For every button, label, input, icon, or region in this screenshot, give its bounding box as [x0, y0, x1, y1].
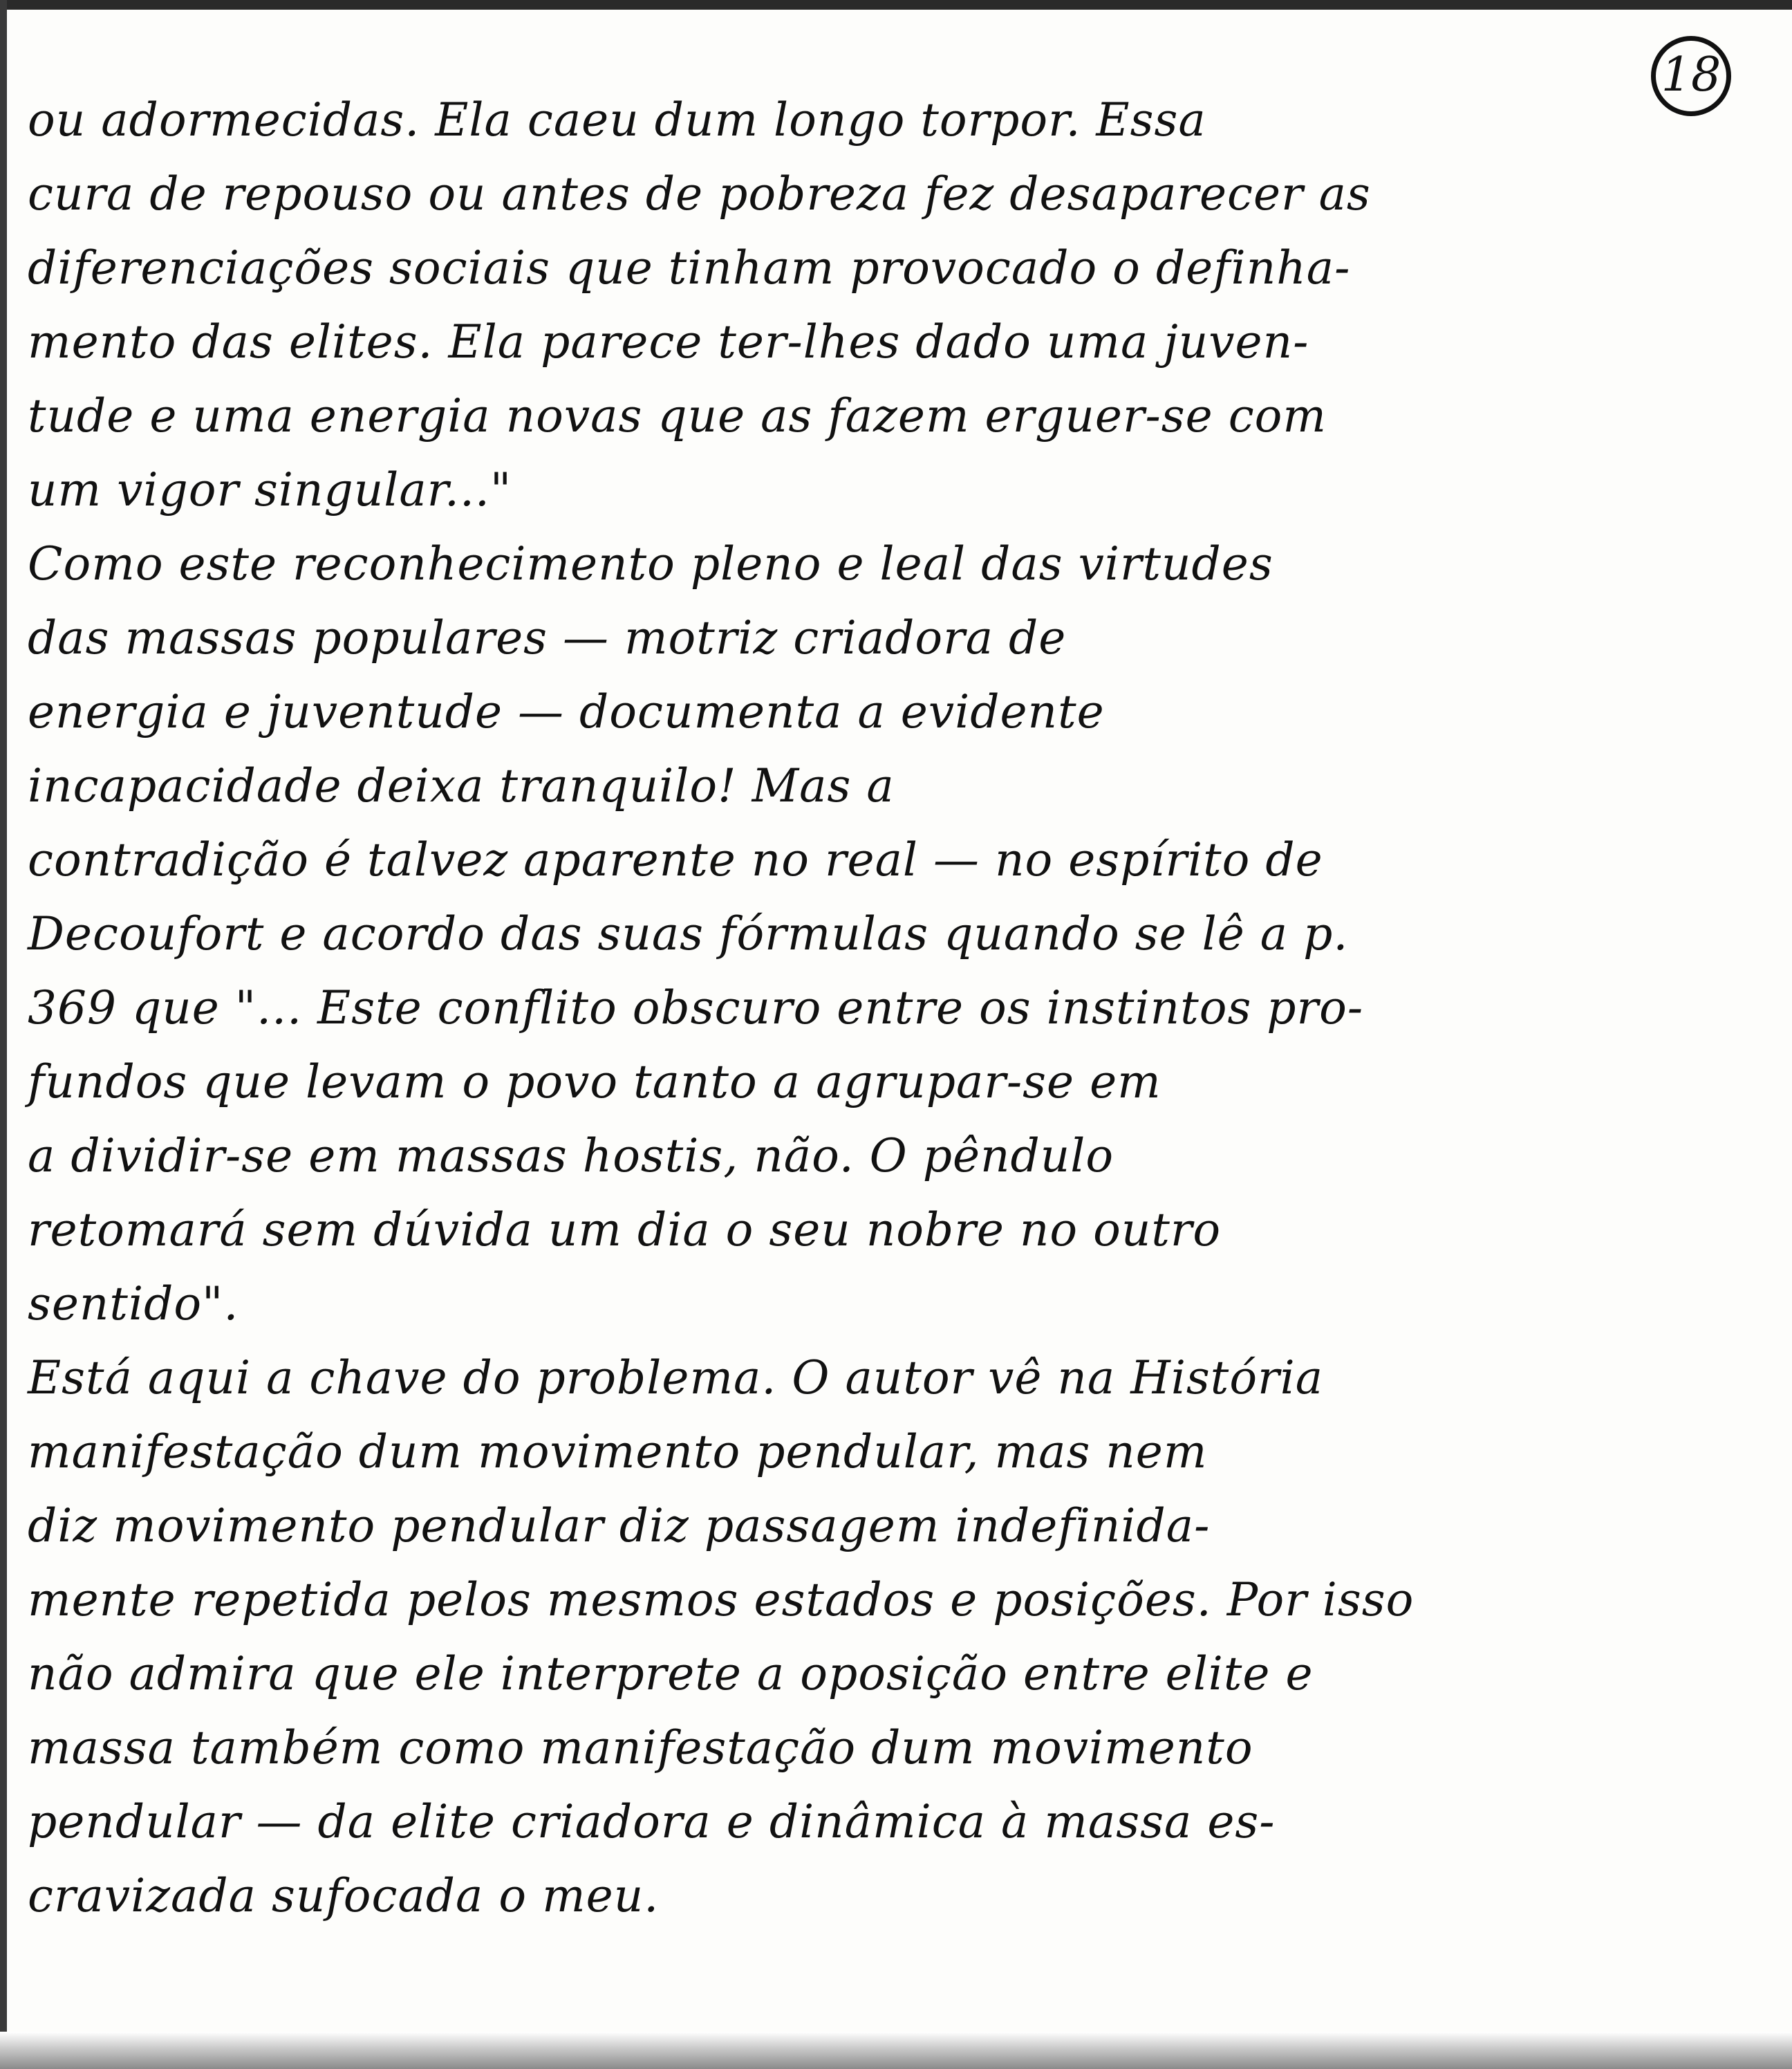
- text-line: manifestação dum movimento pendular, mas nem: [28, 1425, 1208, 1478]
- handwritten-text-body: [28, 83, 1756, 1933]
- text-line: das massas populares — motriz criadora de: [28, 611, 1067, 665]
- text-line: ou adormecidas. Ela caeu dum longo torpor. Essa: [28, 93, 1206, 147]
- text-line: sentido".: [28, 1277, 239, 1330]
- text-line: Decoufort e acordo das suas fórmulas quando se lê a p.: [28, 907, 1349, 961]
- text-line: diz movimento pendular diz passagem indefinida-: [28, 1499, 1211, 1552]
- text-line: contradição é talvez aparente no real — no espírito de: [28, 833, 1323, 887]
- text-line: não admira que ele interprete a oposição entre elite e: [28, 1647, 1314, 1700]
- text-line: massa também como manifestação dum movimento: [28, 1721, 1253, 1774]
- text-line: a dividir-se em massas hostis, não. O pêndulo: [28, 1129, 1114, 1182]
- text-line: energia e juventude — documenta a evidente: [28, 685, 1105, 739]
- text-line: mente repetida pelos mesmos estados e posições. Por isso: [28, 1573, 1415, 1626]
- text-line: incapacidade deixa tranquilo! Mas a: [28, 759, 895, 813]
- text-line: fundos que levam o povo tanto a agrupar-se em: [28, 1055, 1161, 1108]
- text-line: pendular — da elite criadora e dinâmica à massa es-: [28, 1795, 1276, 1848]
- text-line: Como este reconhecimento pleno e leal das virtudes: [28, 537, 1273, 591]
- page-number: 18: [1651, 36, 1731, 116]
- text-line: Está aqui a chave do problema. O autor vê na História: [28, 1351, 1324, 1404]
- text-line: cura de repouso ou antes de pobreza fez desaparecer as: [28, 167, 1371, 221]
- scan-edge-top: [0, 0, 1792, 10]
- text-line: diferenciações sociais que tinham provocado o definha-: [28, 241, 1351, 295]
- text-line: retomará sem dúvida um dia o seu nobre no outro: [28, 1203, 1222, 1256]
- scan-edge-left: [0, 0, 7, 2069]
- text-line: mento das elites. Ela parece ter-lhes dado uma juven-: [28, 315, 1309, 369]
- text-line: tude e uma energia novas que as fazem erguer-se com: [28, 389, 1327, 443]
- text-line: um vigor singular...": [28, 463, 512, 517]
- text-line: 369 que "... Este conflito obscuro entre os instintos pro-: [28, 981, 1364, 1034]
- text-line: cravizada sufocada o meu.: [28, 1869, 660, 1922]
- scan-edge-bottom: [0, 2032, 1792, 2069]
